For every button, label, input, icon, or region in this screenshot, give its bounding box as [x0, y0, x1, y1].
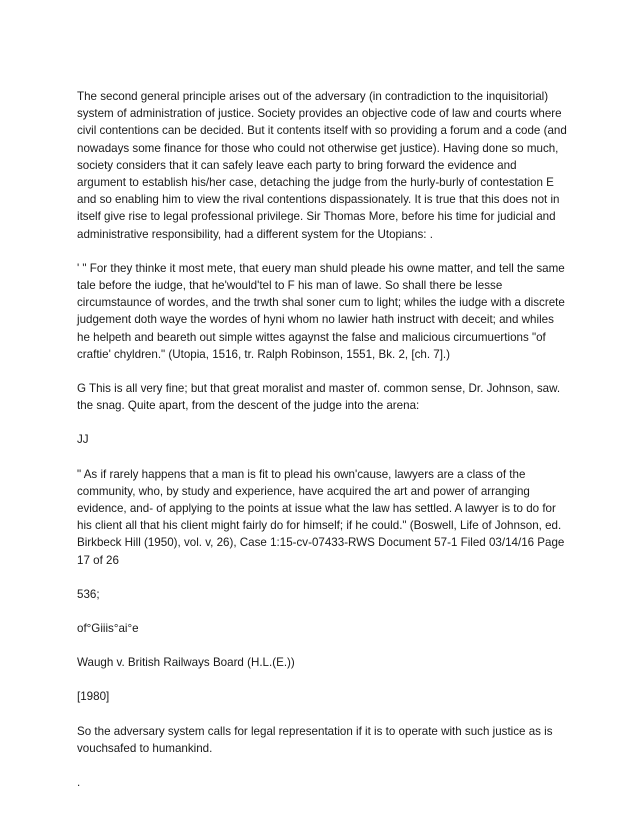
- paragraph-boswell-quote: " As if rarely happens that a man is fit to plead his own'cause, lawyers are a class of the community, who, by study and experience, have acquired the art and power of arranging evidence, and- of applying to the points at issue what the law has settled. A lawyer is to do for his client all that his client might fairly do for himself; if he could." (Boswell, Life of Johnson, ed. Birkbeck Hill (1950), vol. v, 26), Case 1:15-cv-07433-RWS Document 57-1 Filed 03/14/16 Page 17 of 26: [77, 467, 565, 567]
- paragraph-trailing-period: .: [77, 776, 81, 790]
- paragraph-garbled-text: of°Giiis°ai°e: [77, 622, 139, 636]
- paragraph-case-name: Waugh v. British Railways Board (H.L.(E.)): [77, 656, 295, 670]
- paragraph-year: [1980]: [77, 690, 110, 704]
- paragraph-page-number: 536;: [77, 587, 100, 601]
- paragraph-johnson-intro: G This is all very fine; but that great moralist and master of. common sense, Dr. Johnson, saw. the snag. Quite apart, from the descent of the judge into the arena:: [77, 382, 561, 413]
- paragraph-adversary-principle: The second general principle arises out of the adversary (in contradiction to the inquisitorial) system of administration of justice. Society provides an objective code of law and courts where civil contentions can be decided. But it contents itself with so providing a forum and a code (and nowadays some finance for those who could not otherwise get justice). Having done so much, society considers that it can safely leave each party to bring forward the evidence and argument to establish his/her case, detaching the judge from the hurly-burly of contestation E and so enabling him to view the rival contentions dispassionately. It is true that this does not in itself give rise to legal professional privilege. Sir Thomas More, before his time for judicial and administrative responsibility, had a different system for the Utopians: .: [77, 90, 567, 241]
- paragraph-utopia-quote: ' " For they thinke it most mete, that euery man shuld pleade his owne matter, and tell the same tale before the iudge, that he'would'tel to F his man of lawe. So shall there be lesse circumstaunce of wordes, and the trwth shal soner cum to light; whiles the iudge with a discrete judgement doth waye the wordes of hyni whom no lawier hath instruct with deceit; and whiles he helpeth and beareth out simple wittes agaynst the false and malicious circumuertions "of craftie' chyldren." (Utopia, 1516, tr. Ralph Robinson, 1551, Bk. 2, [ch. 7].): [77, 261, 565, 361]
- paragraph-jj: JJ: [77, 433, 89, 447]
- paragraph-conclusion: So the adversary system calls for legal representation if it is to operate with such justice as is vouchsafed to humankind.: [77, 724, 553, 755]
